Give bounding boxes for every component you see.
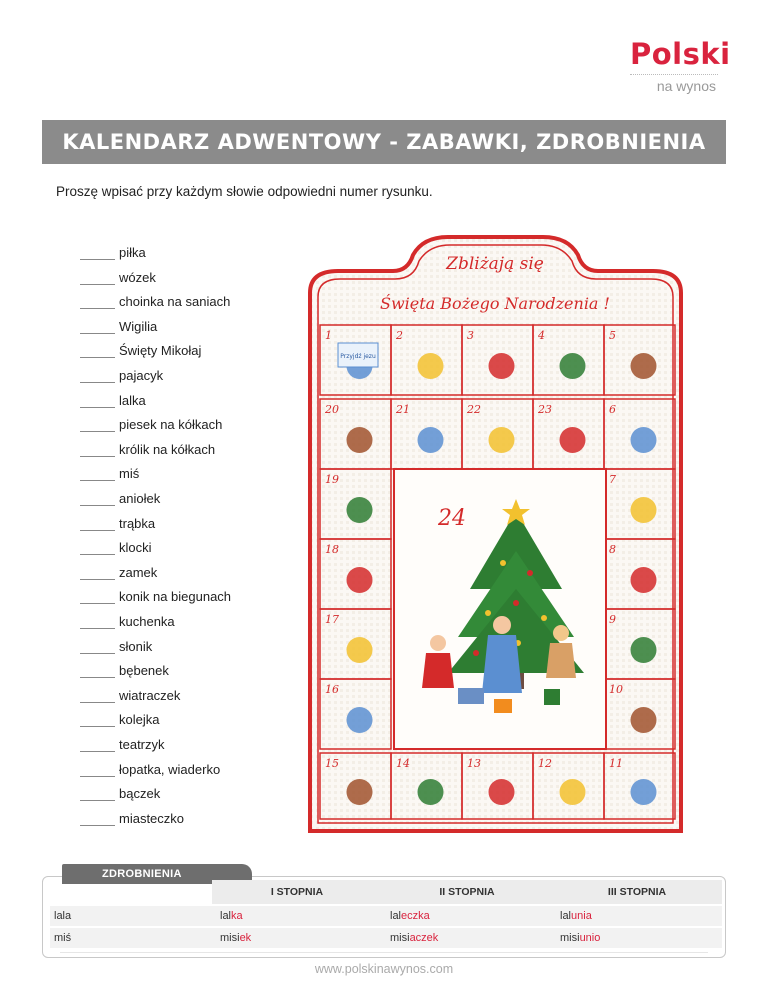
calendar-cell-number: 2 [396, 329, 403, 342]
word-list-item [80, 486, 160, 506]
word-label: piłka [119, 245, 146, 260]
toy-picture-icon [347, 497, 373, 523]
word-label: aniołek [119, 491, 161, 506]
word-list-item [80, 732, 165, 752]
logo-title: Polski [630, 37, 731, 71]
footer-url: www.polskinawynos.com [314, 962, 454, 976]
calendar-cell-number: 3 [467, 329, 474, 342]
answer-blank[interactable] [80, 615, 115, 629]
calendar-heading-1: Zbliżają się [446, 254, 544, 274]
word-list-item [80, 461, 139, 481]
calendar-cell-number: 13 [467, 757, 481, 770]
word-label: Wigilia [119, 318, 158, 334]
center-number: 24 [438, 506, 466, 531]
word-label: słonik [119, 638, 153, 654]
toy-picture-icon [418, 427, 444, 453]
logo-divider [630, 74, 718, 75]
answer-blank[interactable] [80, 517, 115, 531]
word-label: lalka [119, 392, 146, 408]
brand-logo [630, 37, 731, 94]
word-list-item [80, 314, 157, 334]
toy-picture-icon [560, 353, 586, 379]
word-list-item [80, 265, 156, 285]
word-list-item [80, 412, 222, 432]
toy-picture-icon [347, 427, 373, 453]
calendar-cell-number: 5 [609, 329, 616, 342]
diminutive-3: misiunio [560, 932, 601, 944]
word-label: choinka na saniach [119, 294, 231, 310]
logo-subtitle: na wynos [656, 78, 716, 94]
answer-blank[interactable] [80, 812, 115, 826]
calendar-cell-number: 16 [325, 683, 339, 696]
word-label: kolejka [119, 712, 160, 728]
calendar-cell-number: 10 [609, 683, 623, 696]
toy-picture-icon [347, 637, 373, 663]
word-list-item [80, 781, 160, 801]
answer-blank[interactable] [80, 369, 115, 383]
word-label: wiatraczek [119, 687, 181, 703]
word-list-item [80, 584, 231, 604]
word-list-item [80, 609, 175, 629]
header-degree-3: III STOPNIA [607, 886, 667, 898]
word-label: wózek [119, 269, 156, 285]
word-list-item [80, 707, 159, 727]
calendar-cell-number: 14 [396, 757, 410, 770]
title-banner [42, 120, 726, 164]
calendar-cell-number: 9 [609, 613, 616, 626]
answer-blank[interactable] [80, 566, 115, 580]
answer-blank[interactable] [80, 713, 115, 727]
toy-picture-icon [347, 779, 373, 805]
word-label: kuchenka [119, 614, 175, 629]
answer-blank[interactable] [80, 246, 115, 260]
toy-picture-icon [631, 353, 657, 379]
base-word: lala [54, 910, 72, 922]
toy-picture-icon [631, 637, 657, 663]
calendar-cell-number: 21 [396, 403, 410, 416]
word-label: trąbka [119, 515, 156, 531]
word-label: klocki [119, 540, 152, 556]
toy-picture-icon [347, 707, 373, 733]
toy-picture-icon [631, 427, 657, 453]
word-list-item [80, 757, 220, 777]
toy-picture-icon [489, 353, 515, 379]
word-list-item [80, 240, 146, 260]
answer-blank[interactable] [80, 787, 115, 801]
word-list-item [80, 560, 157, 580]
diminutive-2: misiaczek [390, 932, 439, 944]
calendar-cell-number: 19 [325, 473, 339, 486]
base-word: miś [54, 932, 72, 944]
word-label: piesek na kółkach [119, 417, 223, 433]
answer-blank[interactable] [80, 763, 115, 777]
diminutive-3: lalunia [560, 910, 592, 922]
toy-picture-icon [631, 497, 657, 523]
word-label: Święty Mikołaj [119, 343, 202, 359]
answer-blank[interactable] [80, 689, 115, 703]
calendar-cell-number: 4 [538, 329, 545, 342]
toy-picture-icon [347, 567, 373, 593]
calendar-cell-number: 11 [609, 757, 623, 770]
answer-blank[interactable] [80, 541, 115, 555]
calendar-cell-number: 7 [609, 473, 616, 486]
word-list-item [80, 338, 201, 358]
page-title: KALENDARZ ADWENTOWY - ZABAWKI, ZDROBNIENIA [62, 130, 706, 154]
word-label: miasteczko [119, 810, 185, 826]
word-label: łopatka, wiaderko [119, 761, 221, 777]
footer-divider [60, 952, 708, 953]
word-label: pajacyk [119, 368, 164, 383]
word-list-item [80, 634, 152, 654]
calendar-cell-number: 12 [538, 757, 552, 770]
diminutive-2: laleczka [390, 910, 430, 922]
calendar-cell-number: 8 [609, 543, 616, 556]
word-label: konik na biegunach [119, 589, 232, 605]
answer-blank[interactable] [80, 443, 115, 457]
toy-picture-icon [631, 567, 657, 593]
calendar-cell-number: 1 [325, 329, 332, 342]
word-list-item [80, 511, 155, 531]
diminutive-1: misiek [220, 932, 252, 944]
word-label: teatrzyk [119, 737, 165, 752]
toy-picture-icon [418, 353, 444, 379]
calendar-heading-2: Święta Bożego Narodzenia ! [380, 294, 610, 313]
answer-blank[interactable] [80, 640, 115, 654]
answer-blank[interactable] [80, 738, 115, 752]
word-label: miś [119, 466, 140, 482]
word-label: zamek [119, 564, 158, 580]
toy-picture-icon [631, 779, 657, 805]
word-list-item [80, 535, 152, 555]
word-list-item [80, 363, 163, 383]
header-degree-2: II STOPNIA [439, 886, 495, 898]
toy-picture-icon [560, 779, 586, 805]
calendar-cell-number: 6 [609, 403, 616, 416]
table-tab-label: ZDROBNIENIA [62, 864, 252, 884]
diminutives-table [42, 864, 726, 970]
calendar-cell-number: 22 [467, 403, 481, 416]
word-list-item [80, 289, 230, 309]
calendar-cell-number: 15 [325, 757, 339, 770]
word-list-item [80, 806, 184, 826]
header-degree-1: I STOPNIA [270, 886, 324, 898]
toy-picture-icon [560, 427, 586, 453]
calendar-cell-number: 23 [538, 403, 552, 416]
word-list-item [80, 388, 146, 408]
answer-blank[interactable] [80, 344, 115, 358]
answer-blank[interactable] [80, 271, 115, 285]
toy-picture-icon [418, 779, 444, 805]
instruction-text: Proszę wpisać przy każdym słowie odpowiedni numer rysunku. [56, 184, 433, 199]
toy-picture-icon [631, 707, 657, 733]
word-label: bębenek [119, 663, 169, 679]
answer-blank[interactable] [80, 467, 115, 481]
answer-blank[interactable] [80, 492, 115, 506]
diminutive-1: lalka [220, 910, 243, 922]
answer-blank[interactable] [80, 590, 115, 604]
answer-blank[interactable] [80, 664, 115, 678]
answer-blank[interactable] [80, 320, 115, 334]
table-row [50, 928, 722, 948]
calendar-cell-number: 20 [325, 403, 339, 416]
table-header-row [212, 880, 722, 904]
advent-calendar-illustration [298, 233, 693, 835]
answer-blank[interactable] [80, 394, 115, 408]
sign-text: Przyjdź jezu [340, 353, 376, 360]
calendar-cell-number: 17 [325, 613, 339, 626]
table-row [50, 906, 722, 926]
toy-picture-icon [489, 427, 515, 453]
word-label: bączek [119, 786, 161, 802]
answer-blank[interactable] [80, 418, 115, 432]
word-label: królik na kółkach [119, 441, 216, 457]
word-list-item [80, 437, 215, 457]
word-list-item [80, 683, 180, 703]
toy-picture-icon [489, 779, 515, 805]
answer-blank[interactable] [80, 295, 115, 309]
calendar-cell-number: 18 [325, 543, 339, 556]
word-list-item [80, 658, 169, 678]
